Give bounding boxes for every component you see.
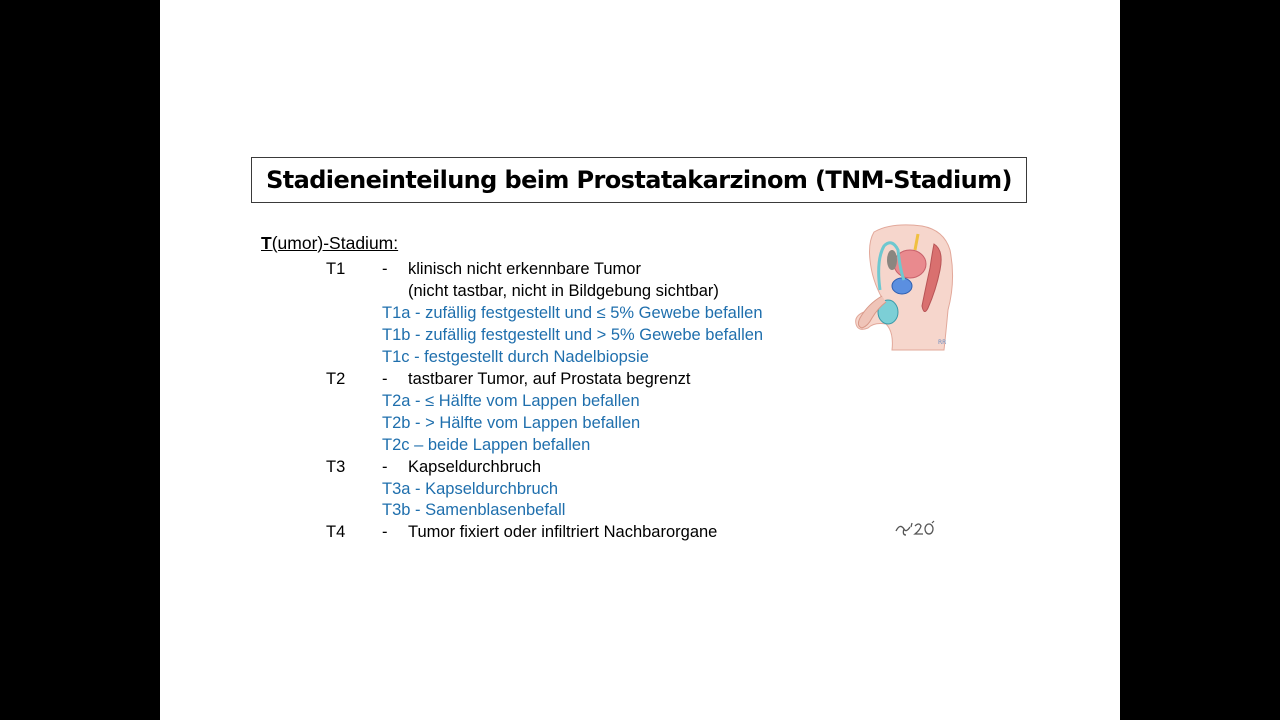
heading-bold-letter: T: [261, 233, 272, 253]
substage-t2c: T2c – beide Lappen befallen: [382, 436, 591, 454]
stage-dash-t2: -: [382, 370, 388, 388]
substage-t1a: T1a - zufällig festgestellt und ≤ 5% Gewebe befallen: [382, 304, 763, 322]
stage-code-t3: T3: [326, 458, 346, 476]
stage-dash-t1: -: [382, 260, 388, 278]
substage-t1c: T1c - festgestellt durch Nadelbiopsie: [382, 348, 649, 366]
anatomy-illustration: [852, 220, 962, 352]
stage-code-t2: T2: [326, 370, 346, 388]
author-signature: [892, 517, 942, 539]
substage-t3b: T3b - Samenblasenbefall: [382, 501, 566, 519]
svg-text:RR: RR: [938, 339, 947, 346]
stage-desc-t1-line2: (nicht tastbar, nicht in Bildgebung sichtbar): [408, 282, 719, 300]
section-heading: [261, 233, 398, 253]
stage-code-t4: T4: [326, 523, 346, 541]
stage-dash-t3: -: [382, 458, 388, 476]
slide-content: [160, 0, 1120, 720]
stage-desc-t3: Kapseldurchbruch: [408, 458, 541, 476]
stage-dash-t4: -: [382, 523, 388, 541]
stage-desc-t1: klinisch nicht erkennbare Tumor: [408, 260, 641, 278]
stage-code-t1: T1: [326, 260, 346, 278]
heading-rest: (umor)-Stadium:: [271, 233, 399, 253]
substage-t3a: T3a - Kapseldurchbruch: [382, 480, 559, 498]
slide: [160, 0, 1120, 720]
substage-t2a: T2a - ≤ Hälfte vom Lappen befallen: [382, 392, 640, 410]
stage-desc-t4: Tumor fixiert oder infiltriert Nachbarorgane: [408, 523, 718, 541]
substage-t2b: T2b - > Hälfte vom Lappen befallen: [382, 414, 641, 432]
stage-desc-t2: tastbarer Tumor, auf Prostata begrenzt: [408, 370, 691, 388]
substage-t1b: T1b - zufällig festgestellt und > 5% Gewebe befallen: [382, 326, 764, 344]
slide-title: Stadieneinteilung beim Prostatakarzinom (TNM-Stadium): [266, 166, 1012, 194]
